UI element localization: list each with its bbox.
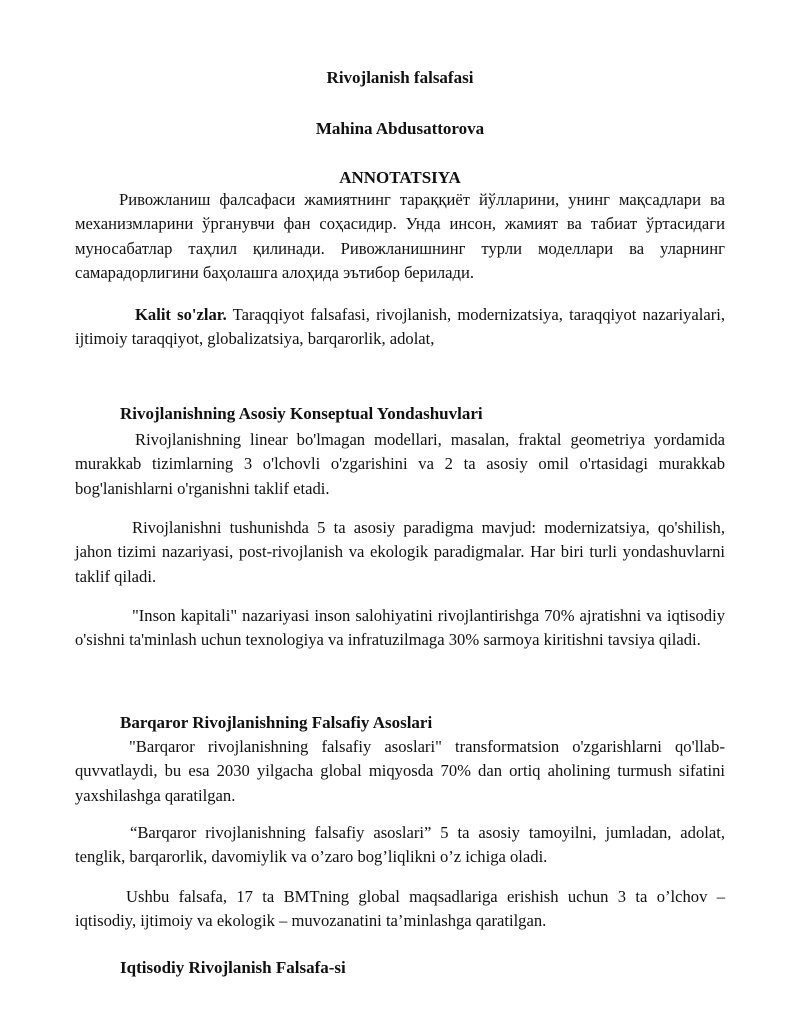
section-heading-conceptual-approaches: Rivojlanishning Asosiy Konseptual Yondashuvlari <box>120 404 483 423</box>
section1-paragraph-2: Rivojlanishni tushunishda 5 ta asosiy paradigma mavjud: modernizatsiya, qo'shilish, jahon tizimi nazariyasi, post-rivojlanish va ekologik paradigmalar. Har biri turli yondashuvlarni taklif qiladi. <box>75 518 725 586</box>
section1-paragraph-1: Rivojlanishning linear bo'lmagan modellari, masalan, fraktal geometriya yordamida murakkab tizimlarning 3 o'lchovli o'zgarishini va 2 ta asosiy omil o'rtasidagi murakkab bog'lanishlarni o'rganishni taklif etadi. <box>75 430 725 498</box>
document-title: Rivojlanish falsafasi <box>326 68 474 87</box>
keywords-label: Kalit so'zlar. <box>135 305 227 324</box>
section2-paragraph-1: "Barqaror rivojlanishning falsafiy asoslari" transformatsion o'zgarishlarni qo'llab-quvvatlaydi, bu esa 2030 yilgacha global miqyosda 70% dan ortiq aholining turmush sifatini yaxshilashga qaratilgan. <box>75 737 725 805</box>
section2-paragraph-2: “Barqaror rivojlanishning falsafiy asoslari” 5 ta asosiy tamoyilni, jumladan, adolat, tenglik, barqarorlik, davomiylik va o’zaro bog’liqlikni o’z ichiga oladi. <box>75 823 725 867</box>
section1-paragraph-3: "Inson kapitali" nazariyasi inson salohiyatini rivojlantirishga 70% ajratishni va iqtisodiy o'sishni ta'minlash uchun texnologiya va infratuzilmaga 30% sarmoya kiritishni tavsiya qiladi. <box>75 606 725 650</box>
annotation-paragraph: Ривожланиш фалсафаси жамиятнинг тараққиёт йўлларини, унинг мақсадлари ва механизмларини ўрганувчи фан соҳасидир. Унда инсон, жамият ва табиат ўртасидаги муносабатлар таҳлил қилинади. Ривожланишнинг турли моделлари ва уларнинг самарадорлигини баҳолашга алоҳида эътибор берилади. <box>75 190 725 282</box>
section-heading-sustainable-development: Barqaror Rivojlanishning Falsafiy Asoslari <box>120 713 433 732</box>
section2-paragraph-3: Ushbu falsafa, 17 ta BMTning global maqsadlariga erishish uchun 3 ta o’lchov – iqtisodiy, ijtimoiy va ekologik – muvozanatini ta’minlashga qaratilgan. <box>75 887 725 931</box>
annotation-heading: ANNOTATSIYA <box>339 168 461 187</box>
keywords-text: Taraqqiyot falsafasi, rivojlanish, modernizatsiya, taraqqiyot nazariyalari, ijtimoiy taraqqiyot, globalizatsiya, barqarorlik, adolat, <box>75 305 725 349</box>
section-heading-economic-development: Iqtisodiy Rivojlanish Falsafa-si <box>120 958 346 977</box>
keywords-paragraph <box>75 303 725 352</box>
author-name: Mahina Abdusattorova <box>315 119 485 138</box>
